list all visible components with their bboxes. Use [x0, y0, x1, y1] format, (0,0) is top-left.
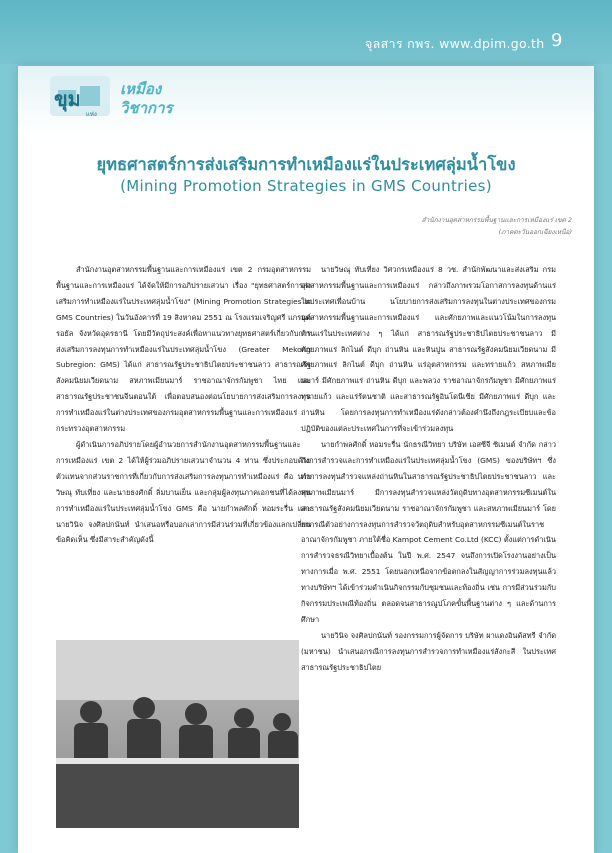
- right-column: [301, 262, 556, 676]
- panel-discussion-photo: [56, 640, 299, 828]
- section-logo: [50, 72, 200, 120]
- paragraph: นายวิษณุ ทับเที่ยง วิศวกรเหมืองแร่ 8 วช. สำนักพัฒนาและส่งเสริม กรมอุตสาหกรรมพื้นฐานและการเหมืองแร่ กล่าวถึงภาพรวมโอกาสการลงทุนด้านแร่ในประเทศเพื่อนบ้าน นโยบายการส่งเสริมการลงทุนในต่างประเทศของกรมอุตสาหกรรมพื้นฐานและการเหมืองแร่ และศักยภาพและแนวโน้มในการลงทุนด้านแร่ในประเทศต่าง ๆ ได้แก่ สาธารณรัฐประชาธิปไตยประชาชนลาว มีศักยภาพแร่ ลิกไนต์ ดีบุก ถ่านหิน และหินปูน สาธารณรัฐสังคมนิยมเวียดนาม มีศักยภาพแร่ ลิกไนต์ ดีบุก ถ่านหิน แร่อุตสาหกรรม และทรายแก้ว สหภาพเมียนมาร์ มีศักยภาพแร่ ถ่านหิน ดีบุก และพลวง ราชอาณาจักรกัมพูชา มีศักยภาพแร่ทรายแก้ว และแร่รัตนชาติ และสาธารณรัฐอินโดนีเซีย มีศักยภาพแร่ ดีบุก และถ่านหิน โดยการลงทุนการทำเหมืองแร่ดังกล่าวต้องคำนึงถึงกฎระเบียบและข้อปฏิบัติของแต่ละประเทศในการที่จะเข้าร่วมลงทุน: [301, 265, 556, 434]
- paragraph: นายกำพลศักดิ์ หอมระรื่น นักธรณีวิทยา บริษัท เอสซีจี ซิเมนต์ จำกัด กล่าวถึงการสำรวจและการทำเหมืองแร่ในประเทศลุ่มน้ำโขง (GMS) ของบริษัทฯ ซึ่งทำการลงทุนสำรวจแหล่งถ่านหินในสาธารณรัฐประชาธิปไตยประชาชนลาว และสหภาพเมียนมาร์ มีการลงทุนสำรวจแหล่งวัตถุดิบทางอุตสาหกรรมซีเมนต์ในสาธารณรัฐสังคมนิยมเวียดนาม ราชอาณาจักรกัมพูชา และสหภาพเมียนมาร์ โดยยกกรณีตัวอย่างการลงทุนการสำรวจวัตถุดิบสำหรับอุตสาหกรรมซีเมนต์ในราชอาณาจักรกัมพูชา ภายใต้ชื่อ Kampot Cement Co.Ltd (KCC) ตั้งแต่การดำเนินการสำรวจธรณีวิทยาเบื้องต้น ในปี พ.ศ. 2547 จนถึงการเปิดโรงงานอย่างเป็นทางการเมื่อ พ.ศ. 2551 โดยนอกเหนือจากข้อตกลงในสัญญาการร่วมลงทุนแล้ว ทางบริษัทฯ ได้เข้าร่วมดำเนินกิจกรรมกับชุมชนและท้องถิ่น เช่น การมีส่วนร่วมกับกิจกรรมประเพณีท้องถิ่น ตลอดจนสาธารณูปโภคขั้นพื้นฐานต่าง ๆ และด้านการศึกษา: [301, 439, 556, 624]
- source-line-1: สำนักงานอุตสาหกรรมพื้นฐานและการเหมืองแร่ เขต 2: [421, 216, 572, 224]
- article-title-thai: ยุทธศาสตร์การส่งเสริมการทำเหมืองแร่ในประเทศลุ่มน้ำโขง: [96, 155, 516, 174]
- paragraph: ผู้ดำเนินการอภิปรายโดยผู้อำนวยการสำนักงานอุตสาหกรรมพื้นฐานและการเหมืองแร่ เขต 2 ได้ให้ผู้ร่วมอภิปรายเสวนาจำนวน 4 ท่าน ซึ่งประกอบด้วยตัวแทนจากส่วนราชการที่เกี่ยวกับการส่งเสริมการลงทุนการทำเหมืองแร่ คือ นายวิษณุ ทับเที่ยง และนายธงศักดิ์ ลิ่มบานเย็น และกลุ่มผู้ลงทุนภาคเอกชนที่ได้ลงทุนการทำเหมืองแร่ในประเทศลุ่มน้ำโขง GMS คือ นายกำพลศักดิ์ หอมระรื่น และนายวินิจ จงศิลปกนันท์ นำเสนอหรือบอกเล่าการมีส่วนร่วมที่เกี่ยวข้องแลกเปลี่ยนข้อคิดเห็น ซึ่งมีสาระสำคัญดังนี้: [56, 439, 311, 545]
- source-line-2: (ภาคตะวันออกเฉียงเหนือ): [498, 228, 572, 236]
- photo-wall: [56, 640, 299, 700]
- logo-text-wichakan: วิชาการ: [120, 99, 173, 117]
- article-source: [422, 214, 572, 238]
- logo-text-haeng: แห่ง: [86, 111, 97, 118]
- article-title-english: (Mining Promotion Strategies in GMS Countries): [120, 177, 492, 195]
- left-column: [56, 262, 311, 548]
- paragraph: สำนักงานอุตสาหกรรมพื้นฐานและการเหมืองแร่ เขต 2 กรมอุตสาหกรรมพื้นฐานและการเหมืองแร่ ได้จัดให้มีการอภิปรายเสวนา เรื่อง "ยุทธศาสตร์การส่งเสริมการทำเหมืองแร่ในประเทศลุ่มน้ำโขง" (Mining Promotion Strategies in GMS Countries) ในวันอังคารที่ 19 สิงหาคม 2551 ณ โรงแรมเจริญศรี แกรนด์ รอยัล จังหวัดอุดรธานี โดยมีวัตถุประสงค์เพื่อหาแนวทางยุทธศาสตร์เกี่ยวกับการส่งเสริมการลงทุนการทำเหมืองแร่ในประเทศลุ่มน้ำโขง (Greater Mekong Subregion: GMS) ได้แก่ สาธารณรัฐประชาธิปไตยประชาชนลาว สาธารณรัฐสังคมนิยมเวียดนาม สหภาพเมียนมาร์ ราชอาณาจักรกัมพูชา ไทย และสาธารณรัฐประชาชนจีนตอนใต้ เพื่อตอบสนองต่อนโยบายการส่งเสริมการลงทุนการทำเหมืองแร่ในต่างประเทศของกรมอุตสาหกรรมพื้นฐานและการเหมืองแร่ กระทรวงอุตสาหกรรม: [56, 265, 311, 434]
- table-cloth-edge: [56, 758, 299, 764]
- journal-title: จุลสาร กพร. www.dpim.go.th: [365, 36, 545, 51]
- logo-text-muang: เหมือง: [120, 80, 162, 98]
- logo-text-khum: ขุม: [54, 87, 81, 111]
- paragraph: นายวินิจ จงศิลปกนันท์ รองกรรมการผู้จัดการ บริษัท ผาแดงอินดัสทรี จำกัด (มหาชน) นำเสนอกรณีการลงทุนการสำรวจการทำเหมืองแร่สังกะสี ในประเทศสาธารณรัฐประชาธิปไตย: [301, 630, 556, 672]
- page-number: 9: [551, 30, 563, 51]
- panel-table: [56, 762, 299, 828]
- header-band: [0, 0, 612, 64]
